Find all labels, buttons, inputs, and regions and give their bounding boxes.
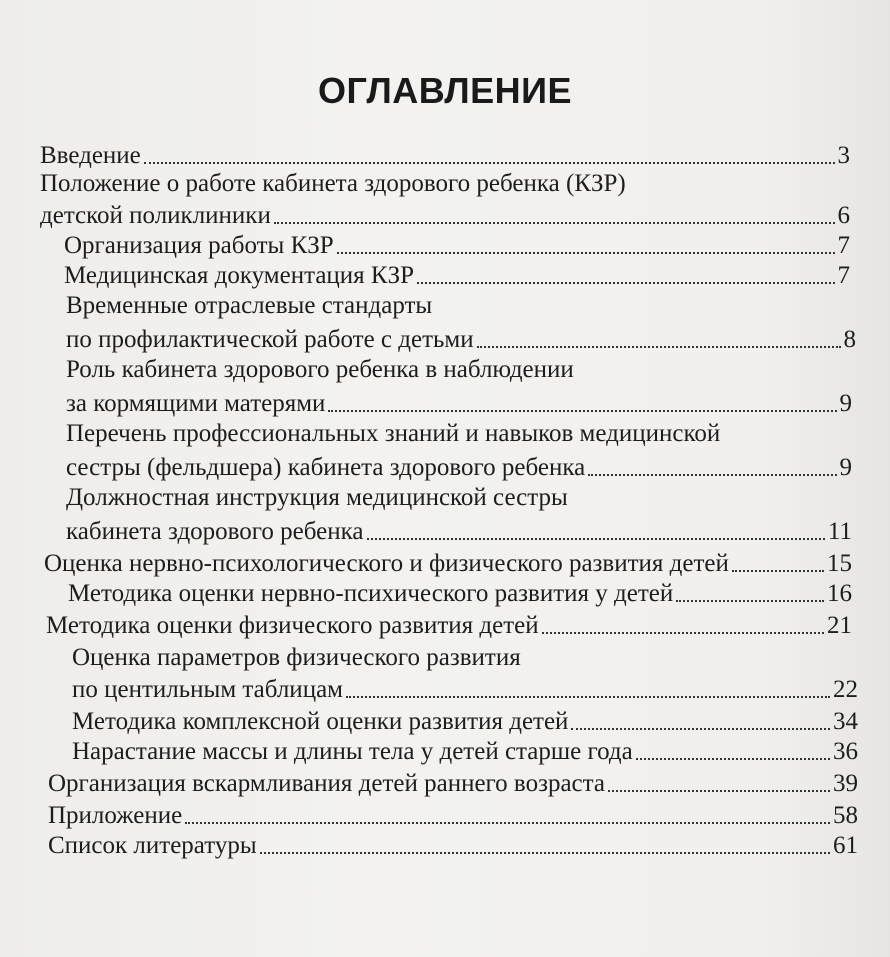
toc-entry-title: за кормящими матерями — [66, 390, 326, 417]
toc-leader-dots — [608, 790, 830, 792]
toc-leader-dots — [588, 474, 836, 476]
toc-entry-page: 3 — [837, 142, 850, 169]
toc-leader-dots — [636, 758, 830, 760]
toc-entry[interactable] — [66, 516, 852, 546]
toc-leader-dots — [185, 822, 830, 824]
toc-leader-dots — [260, 852, 830, 854]
toc-entry[interactable] — [44, 548, 852, 578]
toc-entry-page: 16 — [827, 580, 852, 607]
toc-entry-page: 6 — [837, 202, 850, 229]
toc-entry[interactable] — [40, 200, 850, 230]
toc-entry-title: сестры (фельдшера) кабинета здорового ребенка — [66, 454, 586, 481]
toc-entry-title: детской поликлиники — [40, 202, 271, 229]
toc-entry-title: кабинета здорового ребенка — [66, 518, 364, 545]
toc-entry[interactable] — [48, 830, 858, 860]
toc-entry-title: Нарастание массы и длины тела у детей старше года — [72, 738, 633, 765]
toc-entry-title: Приложение — [48, 802, 183, 829]
toc-entry[interactable] — [72, 706, 858, 736]
toc-entry-page: 34 — [833, 708, 858, 735]
toc-entry[interactable] — [48, 768, 858, 798]
toc-entry-title-line1: Положение о работе кабинета здорового ребенка (КЗР) — [40, 170, 626, 197]
toc-leader-dots — [477, 346, 841, 348]
toc-entry-title: Оценка нервно-психологического и физического развития детей — [44, 550, 729, 577]
toc-entry-title: Организация работы КЗР — [64, 232, 334, 259]
toc-entry-page: 22 — [833, 676, 858, 703]
toc-entry-page: 7 — [837, 262, 850, 289]
toc-entry-title-line1: Перечень профессиональных знаний и навыков медицинской — [66, 420, 721, 447]
toc-leader-dots — [676, 600, 824, 602]
toc-entry-title: по профилактической работе с детьми — [66, 326, 474, 353]
toc-leader-dots — [367, 538, 825, 540]
toc-entry-page: 11 — [827, 518, 852, 545]
toc-entry-title-line1: Временные отраслевые стандарты — [66, 292, 433, 319]
toc-leader-dots — [144, 162, 835, 164]
toc-entry-page: 8 — [843, 326, 856, 353]
toc-entry-title-line1: Оценка параметров физического развития — [72, 644, 521, 671]
toc-entry[interactable] — [46, 610, 852, 640]
toc-entry-title: Методика оценки физического развития детей — [46, 612, 539, 639]
toc-entry[interactable] — [68, 578, 852, 608]
toc-entry-title: по центильным таблицам — [72, 676, 343, 703]
toc-entry[interactable] — [72, 736, 858, 766]
toc-entry[interactable] — [66, 452, 852, 482]
page-title: ОГЛАВЛЕНИЕ — [317, 70, 573, 111]
toc-entry-title: Введение — [40, 142, 141, 169]
toc-entry[interactable] — [48, 800, 858, 830]
toc-entry[interactable] — [64, 230, 850, 260]
toc-leader-dots — [337, 252, 835, 254]
toc-leader-dots — [274, 222, 835, 224]
toc-entry-title: Методика оценки нервно-психического развития у детей — [68, 580, 674, 607]
toc-entry-page: 7 — [837, 232, 850, 259]
toc-entry[interactable] — [40, 140, 850, 170]
toc-entry-title-line1: Должностная инструкция медицинской сестры — [66, 484, 568, 511]
toc-entry-title: Список литературы — [48, 832, 257, 859]
toc-entry-title-line1: Роль кабинета здорового ребенка в наблюдении — [66, 356, 574, 383]
toc-entry-page: 58 — [833, 802, 858, 829]
toc-leader-dots — [417, 282, 834, 284]
toc-entry-page: 61 — [833, 832, 858, 859]
toc-entry-title: Методика комплексной оценки развития детей — [72, 708, 569, 735]
toc-leader-dots — [571, 728, 830, 730]
toc-leader-dots — [542, 632, 824, 634]
toc-entry[interactable] — [64, 260, 850, 290]
toc-leader-dots — [328, 410, 836, 412]
toc-entry-page: 9 — [839, 390, 852, 417]
toc-entry[interactable] — [66, 324, 856, 354]
toc-leader-dots — [732, 570, 824, 572]
toc-entry-page: 36 — [833, 738, 858, 765]
toc-entry[interactable] — [66, 388, 852, 418]
toc-entry-title: Медицинская документация КЗР — [64, 262, 415, 289]
toc-entry-page: 15 — [827, 550, 852, 577]
toc-entry-page: 9 — [839, 454, 852, 481]
toc-leader-dots — [346, 696, 830, 698]
toc-entry-page: 21 — [827, 612, 852, 639]
toc-entry-title: Организация вскармливания детей раннего возраста — [48, 770, 605, 797]
toc-entry-page: 39 — [833, 770, 858, 797]
toc-entry[interactable] — [72, 674, 858, 704]
